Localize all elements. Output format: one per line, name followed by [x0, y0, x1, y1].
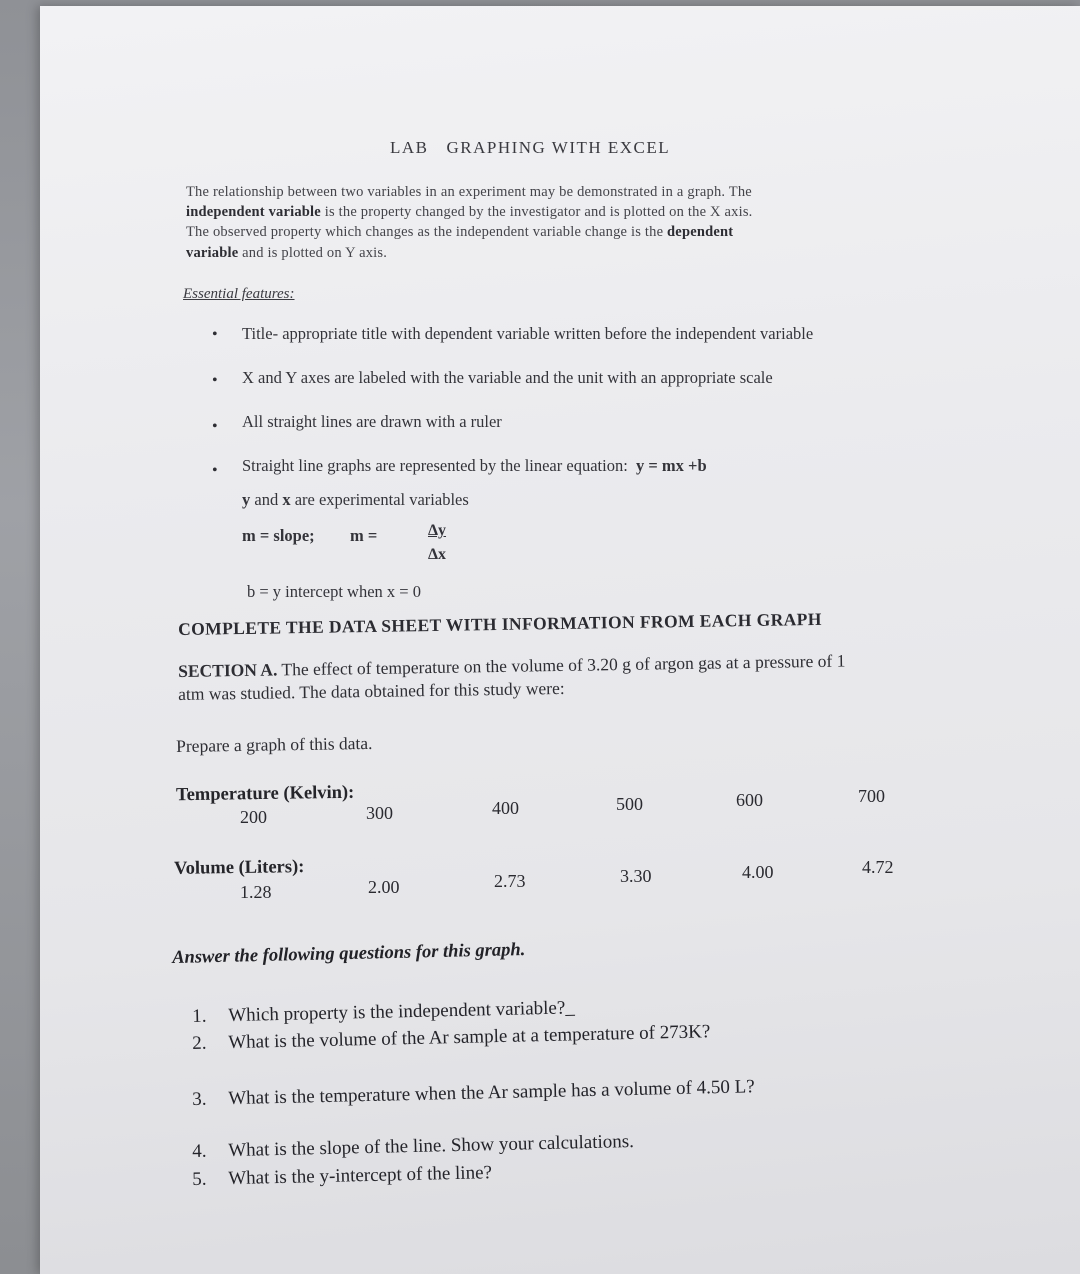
- delta-y: Δy: [427, 522, 447, 539]
- temperature-value: 600: [736, 790, 763, 810]
- intro-line-3: The observed property which changes as the independent variable change is the dependent: [186, 224, 734, 240]
- volume-value: 4.00: [742, 862, 774, 882]
- bullet-dot-1: •: [212, 326, 218, 343]
- delta-x: Δx: [427, 546, 447, 563]
- volume-value: 1.28: [240, 882, 272, 902]
- intro-line-4: variable and is plotted on Y axis.: [186, 245, 388, 261]
- section-a-line-1: SECTION A. The effect of temperature on the volume of 3.20 g of argon gas at a pressure of 1: [178, 650, 846, 681]
- intro-line-1: The relationship between two variables in an experiment may be demonstrated in a graph. The: [186, 184, 752, 200]
- question-1: 1. Which property is the independent variable?_: [192, 997, 576, 1027]
- bullet-axes: X and Y axes are labeled with the variable and the unit with an appropriate scale: [242, 368, 773, 387]
- section-a-line-2: atm was studied. The data obtained for this study were:: [178, 677, 565, 704]
- bullet-dot-2: •: [212, 372, 218, 389]
- worksheet-page: [40, 6, 1080, 1274]
- linear-equation: y = mx +b: [636, 456, 707, 475]
- volume-value: 2.73: [494, 871, 526, 891]
- volume-value: 2.00: [368, 877, 400, 897]
- volume-header: Volume (Liters):: [173, 857, 305, 879]
- experimental-variables-line: y and x are experimental variables: [242, 490, 469, 509]
- temperature-value: 300: [366, 803, 393, 823]
- temperature-header: Temperature (Kelvin):: [175, 782, 355, 806]
- question-3: 3. What is the temperature when the Ar sample has a volume of 4.50 L?: [192, 1076, 755, 1110]
- intro-line-2: independent variable is the property changed by the investigator and is plotted on the X axis.: [186, 204, 753, 220]
- bullet-dot-4: •: [212, 462, 218, 479]
- bullet-title: Title- appropriate title with dependent variable written before the independent variable: [242, 324, 814, 343]
- slope-equation: m =: [350, 526, 378, 545]
- volume-value: 3.30: [620, 866, 652, 886]
- page-title: LAB GRAPHING WITH EXCEL: [390, 138, 671, 157]
- question-2: 2. What is the volume of the Ar sample at a temperature of 273K?: [192, 1021, 711, 1054]
- prepare-graph-instruction: Prepare a graph of this data.: [176, 732, 373, 756]
- slope-definition: m = slope;: [242, 526, 315, 545]
- volume-value: 4.72: [862, 857, 894, 877]
- complete-data-sheet-heading: COMPLETE THE DATA SHEET WITH INFORMATION FROM EACH GRAPH: [178, 608, 822, 639]
- temperature-value: 200: [240, 807, 267, 827]
- question-4: 4. What is the slope of the line. Show your calculations.: [192, 1130, 635, 1162]
- temperature-value: 400: [492, 798, 519, 818]
- answer-questions-heading: Answer the following questions for this graph.: [172, 939, 526, 968]
- temperature-value: 500: [616, 794, 643, 814]
- bullet-dot-3: •: [212, 418, 218, 435]
- bullet-linear: Straight line graphs are represented by the linear equation: y = mx +b: [242, 456, 707, 475]
- intercept-definition: b = y intercept when x = 0: [247, 582, 421, 601]
- temperature-value: 700: [858, 786, 885, 806]
- question-5: 5. What is the y-intercept of the line?: [192, 1162, 493, 1190]
- bullet-ruler: All straight lines are drawn with a ruler: [242, 412, 502, 431]
- essential-features-heading: Essential features:: [183, 286, 295, 302]
